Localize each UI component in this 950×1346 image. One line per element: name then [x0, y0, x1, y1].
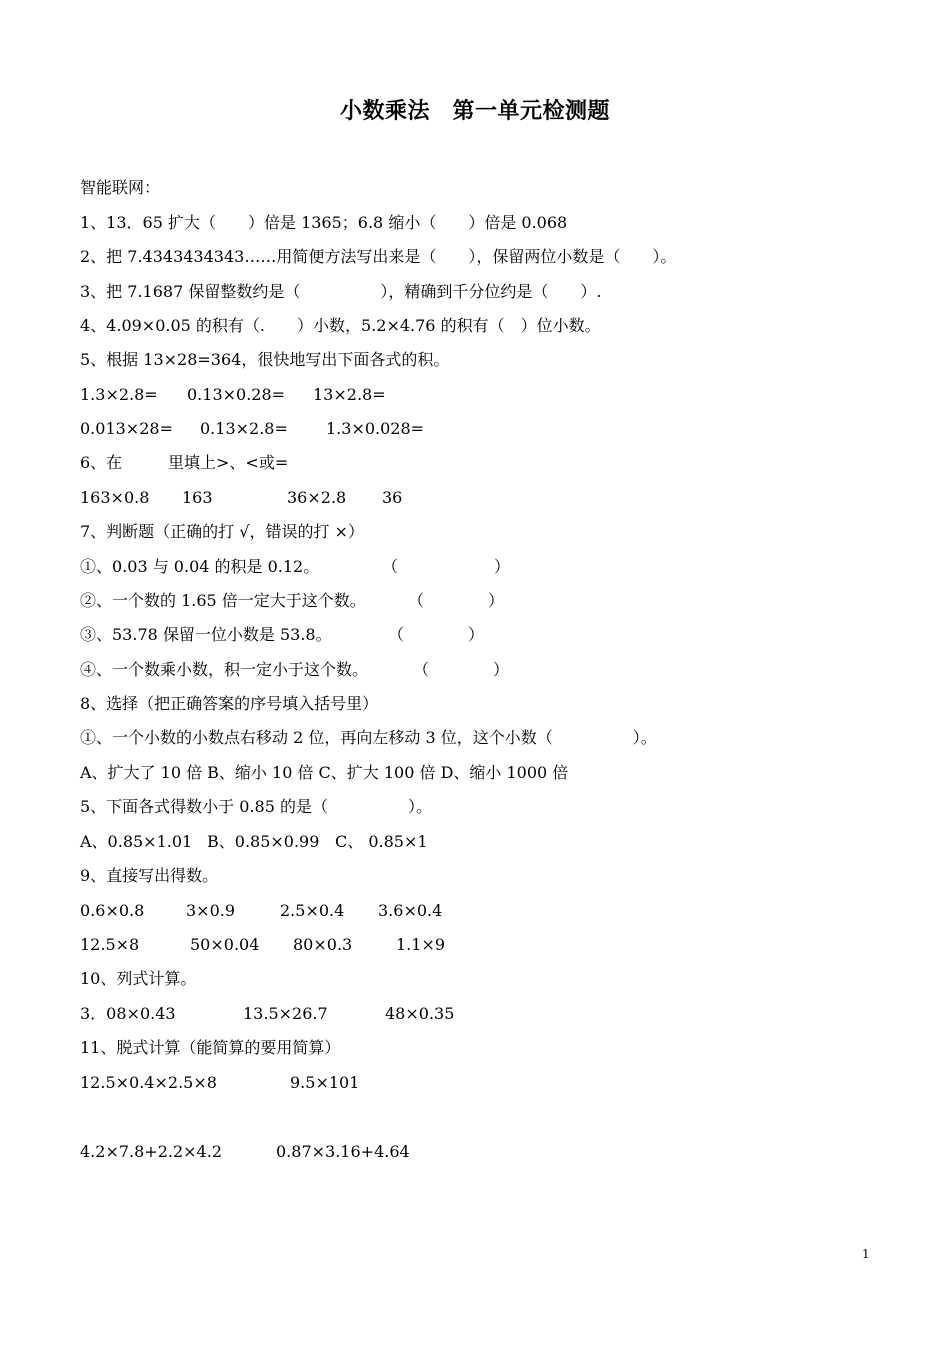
- expression: 0.13×0.28=: [187, 385, 286, 404]
- question-4: 4、4.09×0.05 的积有（. ）小数，5.2×4.76 的积有（ ）位小数。: [80, 316, 601, 335]
- expression: 50×0.04: [190, 935, 260, 954]
- question-7: 7、判断题（正确的打 √，错误的打 ×）: [80, 522, 364, 541]
- option: A、0.85×1.01: [80, 832, 193, 851]
- option: B、0.85×0.99: [207, 832, 320, 851]
- expression: 13.5×26.7: [243, 1004, 328, 1023]
- expression: 0.87×3.16+4.64: [276, 1142, 410, 1161]
- q6-text-end: 里填上>、<或=: [168, 453, 289, 472]
- expression: 2.5×0.4: [280, 901, 345, 920]
- expression: 3.6×0.4: [378, 901, 443, 920]
- expression: 12.5×0.4×2.5×8: [80, 1073, 217, 1092]
- expression: 1.3×0.028=: [326, 419, 425, 438]
- question-1: 1、13．65 扩大（ ）倍是 1365；6.8 缩小（ ）倍是 0.068: [80, 213, 568, 232]
- question-9: 9、直接写出得数。: [80, 866, 219, 885]
- expression: 12.5×8: [80, 935, 140, 954]
- expression: 0.13×2.8=: [200, 419, 288, 438]
- question-2: 2、把 7.4343434343……用简便方法写出来是（ ），保留两位小数是（ ）。: [80, 247, 677, 266]
- q8-item-1-options: A、扩大了 10 倍 B、缩小 10 倍 C、扩大 100 倍 D、缩小 1000 倍: [80, 763, 569, 782]
- expression: 36×2.8: [287, 488, 347, 507]
- expression: 1.3×2.8=: [80, 385, 158, 404]
- statement: ③、53.78 保留一位小数是 53.8。: [80, 625, 332, 644]
- expression: 163: [182, 488, 213, 507]
- q6-text-start: 6、在: [80, 453, 123, 472]
- question-5: 5、根据 13×28=364，很快地写出下面各式的积。: [80, 350, 450, 369]
- expression: 36: [382, 488, 403, 507]
- expression: 0.013×28=: [80, 419, 173, 438]
- section-heading: 智能联网：: [80, 178, 161, 197]
- expression: 0.6×0.8: [80, 901, 145, 920]
- answer-bracket: （ ）: [388, 625, 485, 644]
- expression: 3×0.9: [186, 901, 236, 920]
- question-10: 10、列式计算。: [80, 969, 197, 988]
- question-3: 3、把 7.1687 保留整数约是（ ），精确到千分位约是（ ）.: [80, 282, 602, 301]
- option: C、 0.85×1: [335, 832, 428, 851]
- question-8: 8、选择（把正确答案的序号填入括号里）: [80, 694, 379, 713]
- expression: 9.5×101: [290, 1073, 360, 1092]
- expression: 1.1×9: [396, 935, 446, 954]
- statement: ④、一个数乘小数，积一定小于这个数。: [80, 660, 369, 679]
- question-11: 11、脱式计算（能简算的要用简算）: [80, 1038, 341, 1057]
- expression: 13×2.8=: [313, 385, 386, 404]
- page-title: 小数乘法 第一单元检测题: [339, 98, 610, 124]
- expression: 80×0.3: [293, 935, 353, 954]
- answer-bracket: （ ）: [413, 660, 510, 679]
- q8-item-1: ①、一个小数的小数点右移动 2 位，再向左移动 3 位，这个小数（ ）。: [80, 728, 657, 747]
- statement: ①、0.03 与 0.04 的积是 0.12。: [80, 557, 320, 576]
- expression: 3．08×0.43: [80, 1004, 176, 1023]
- expression: 4.2×7.8+2.2×4.2: [80, 1142, 222, 1161]
- expression: 48×0.35: [385, 1004, 455, 1023]
- answer-bracket: （ ）: [382, 557, 511, 576]
- q8-item-2: 5、下面各式得数小于 0.85 的是（ ）。: [80, 797, 432, 816]
- statement: ②、一个数的 1.65 倍一定大于这个数。: [80, 591, 366, 610]
- answer-bracket: （ ）: [408, 591, 505, 610]
- expression: 163×0.8: [80, 488, 150, 507]
- page-number: 1: [862, 1247, 870, 1261]
